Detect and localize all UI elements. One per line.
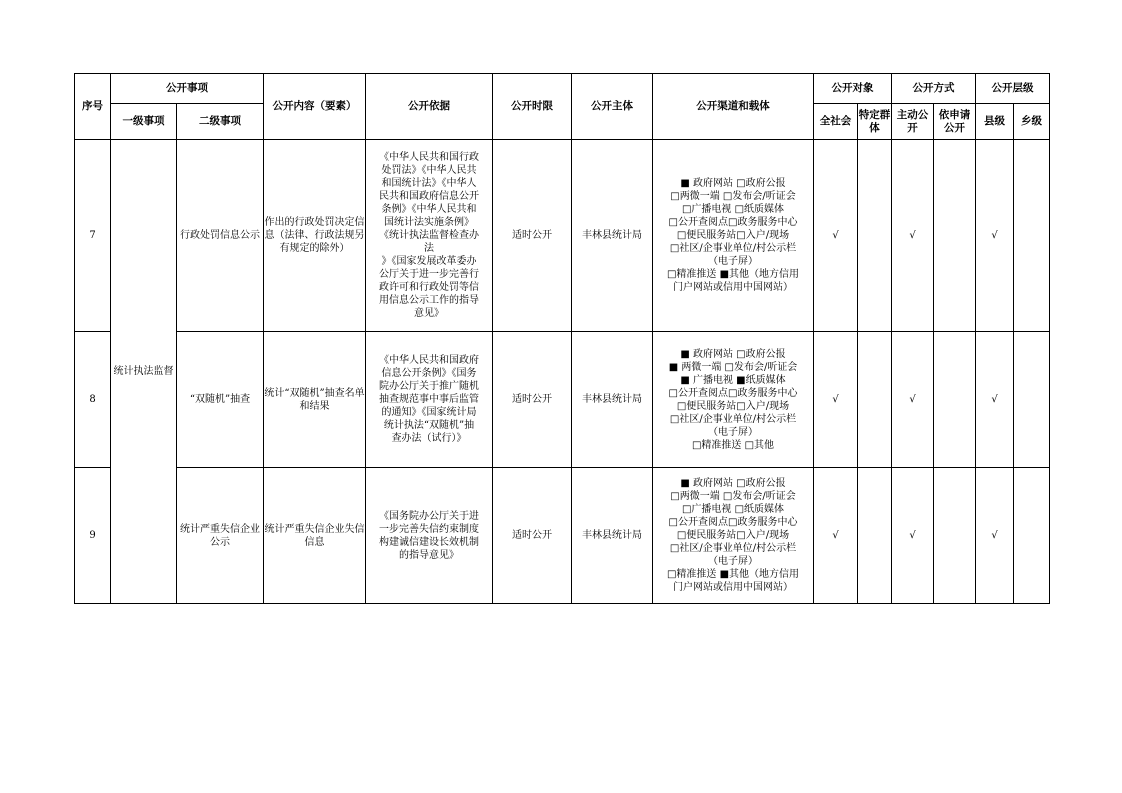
channel-line: （电子屏） — [708, 426, 758, 438]
row-seq: 7 — [75, 140, 111, 332]
channel-line: □广播电视 □纸质媒体 — [681, 204, 785, 215]
check-object-all: √ — [814, 140, 858, 332]
header-seq: 序号 — [75, 74, 111, 140]
channel-line: □社区/企事业单位/村公示栏 — [669, 243, 797, 254]
channel-line: ■ 两微一端 □发布会/听证会 — [668, 361, 798, 373]
basis-line: 抽查规范事中事后监管 — [379, 394, 479, 405]
channel-line: □社区/企事业单位/村公示栏 — [669, 543, 797, 554]
basis-line: 民共和国政府信息公开 — [379, 191, 479, 202]
channel-line: □精准推送 ■其他（地方信用 — [666, 569, 800, 580]
row-seq: 8 — [75, 332, 111, 468]
channel-line: ■ 广播电视 ■纸质媒体 — [680, 374, 786, 386]
header-object-group: 公开对象 — [814, 74, 892, 104]
header-object-all: 全社会 — [814, 104, 858, 140]
check-method-apply — [934, 468, 976, 604]
basis-line: 《中华人民共和国政府 — [379, 355, 479, 366]
channel-line: □公开查阅点□政务服务中心 — [668, 217, 798, 228]
row-subject: 丰林县统计局 — [572, 468, 653, 604]
basis-line: 查办法（试行）》 — [391, 433, 467, 444]
table-row — [75, 140, 1050, 332]
row-channel — [653, 332, 814, 468]
channel-line: □便民服务站□入户/现场 — [676, 230, 790, 241]
channel-line: □两微一端 □发布会/听证会 — [670, 191, 796, 202]
basis-line: 《国务院办公厅关于进 — [379, 510, 479, 522]
row-time-limit: 适时公开 — [493, 140, 572, 332]
check-object-specific — [858, 332, 892, 468]
check-method-active: √ — [892, 332, 934, 468]
basis-line: 条例》《中华人民共和 — [381, 204, 477, 215]
check-level-county: √ — [976, 332, 1014, 468]
table-row — [75, 468, 1050, 604]
row-content: 统计严重失信企业失信信息 — [264, 468, 366, 604]
channel-line: ■ 政府网站 □政府公报 — [680, 178, 786, 189]
row-seq: 9 — [75, 468, 111, 604]
basis-line: 处罚法》《中华人民共 — [381, 165, 477, 176]
basis-line: 公厅关于进一步完善行 — [379, 269, 479, 280]
row-subject: 丰林县统计局 — [572, 140, 653, 332]
basis-line: 》《国家发展改革委办 — [381, 256, 477, 267]
channel-line: □公开查阅点□政务服务中心 — [668, 387, 798, 399]
basis-line: 院办公厅关于推广随机 — [379, 381, 479, 392]
header-level-county: 县级 — [976, 104, 1014, 140]
row-channel — [653, 140, 814, 332]
channel-line: （电子屏） — [708, 256, 758, 267]
row-level2: 行政处罚信息公示 — [177, 140, 264, 332]
basis-line: 统计执法“双随机”抽 — [383, 420, 475, 431]
basis-line: 意见》 — [414, 308, 444, 319]
check-level-county: √ — [976, 468, 1014, 604]
channel-line: □便民服务站□入户/现场 — [676, 400, 790, 412]
channel-line: 门户网站或信用中国网站） — [673, 582, 793, 593]
row-basis — [366, 332, 493, 468]
row-time-limit: 适时公开 — [493, 332, 572, 468]
header-subject: 公开主体 — [572, 74, 653, 140]
basis-line: 信息公开条例》《国务 — [381, 368, 477, 379]
header-method-apply: 依申请公开 — [934, 104, 976, 140]
basis-line: 《统计执法监督检查办 — [379, 230, 479, 241]
channel-line: □广播电视 □纸质媒体 — [681, 504, 785, 515]
channel-line: □精准推送 □其他 — [691, 439, 775, 451]
basis-line: 和国统计法》《中华人 — [381, 178, 477, 189]
header-content: 公开内容（要素） — [264, 74, 366, 140]
check-object-all: √ — [814, 468, 858, 604]
basis-line: 《中华人民共和国行政 — [379, 152, 479, 163]
header-level1: 一级事项 — [111, 104, 177, 140]
header-items-group: 公开事项 — [111, 74, 264, 104]
check-object-all: √ — [814, 332, 858, 468]
header-time-limit: 公开时限 — [493, 74, 572, 140]
row-level2: 统计严重失信企业公示 — [177, 468, 264, 604]
check-method-apply — [934, 332, 976, 468]
basis-line: 用信息公示工作的指导 — [379, 295, 479, 306]
row-content: 作出的行政处罚决定信息（法律、行政法规另有规定的除外） — [264, 140, 366, 332]
channel-line: □精准推送 ■其他（地方信用 — [666, 269, 800, 280]
check-object-specific — [858, 140, 892, 332]
header-channel: 公开渠道和载体 — [653, 74, 814, 140]
basis-line: 国统计法实施条例》 — [384, 217, 474, 228]
row-content: 统计“双随机”抽查名单和结果 — [264, 332, 366, 468]
check-method-apply — [934, 140, 976, 332]
basis-line: 的通知》《国家统计局 — [381, 407, 477, 418]
merged-level1: 统计执法监督 — [111, 140, 177, 604]
row-subject: 丰林县统计局 — [572, 332, 653, 468]
header-method-group: 公开方式 — [892, 74, 976, 104]
row-basis — [366, 140, 493, 332]
basis-line: 政许可和行政处罚等信 — [379, 282, 479, 293]
channel-line: □社区/企事业单位/村公示栏 — [669, 413, 797, 425]
basis-line: 构建诚信建设长效机制 — [379, 536, 479, 548]
channel-line: □公开查阅点□政务服务中心 — [668, 517, 798, 528]
header-level2: 二级事项 — [177, 104, 264, 140]
header-object-specific: 特定群体 — [858, 104, 892, 140]
check-method-active: √ — [892, 468, 934, 604]
channel-line: ■ 政府网站 □政府公报 — [680, 348, 786, 360]
basis-line: 的指导意见》 — [399, 549, 459, 561]
header-level-township: 乡级 — [1014, 104, 1050, 140]
basis-line: 一步完善失信约束制度 — [379, 523, 479, 535]
header-method-active: 主动公开 — [892, 104, 934, 140]
row-basis — [366, 468, 493, 604]
basis-line: 法 — [424, 243, 434, 254]
check-method-active: √ — [892, 140, 934, 332]
channel-line: □两微一端 □发布会/听证会 — [670, 491, 796, 502]
channel-line: 门户网站或信用中国网站） — [673, 282, 793, 293]
header-level-group: 公开层级 — [976, 74, 1050, 104]
table-row — [75, 332, 1050, 468]
row-time-limit: 适时公开 — [493, 468, 572, 604]
check-level-county: √ — [976, 140, 1014, 332]
check-level-township — [1014, 140, 1050, 332]
check-level-township — [1014, 332, 1050, 468]
header-row-1 — [75, 74, 1050, 104]
channel-line: □便民服务站□入户/现场 — [676, 530, 790, 541]
row-level2: “双随机”抽查 — [177, 332, 264, 468]
disclosure-table — [74, 73, 1050, 604]
row-channel — [653, 468, 814, 604]
channel-line: ■ 政府网站 □政府公报 — [680, 478, 786, 489]
check-level-township — [1014, 468, 1050, 604]
check-object-specific — [858, 468, 892, 604]
channel-line: （电子屏） — [708, 556, 758, 567]
header-basis: 公开依据 — [366, 74, 493, 140]
